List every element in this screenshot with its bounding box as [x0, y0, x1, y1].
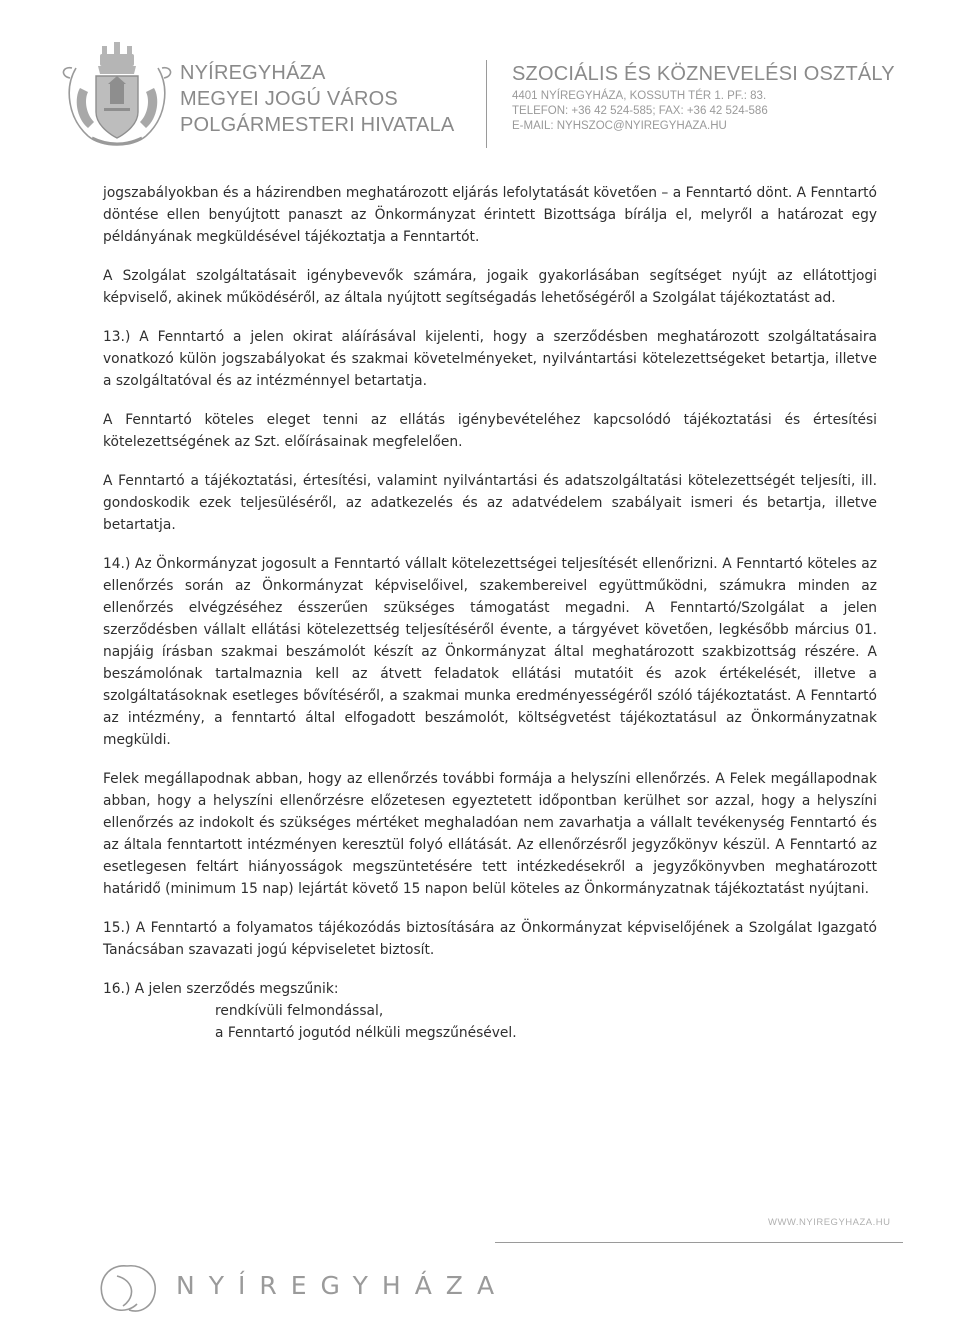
list-item: rendkívüli felmondással,: [215, 1003, 384, 1019]
paragraph-onsite-inspection: Felek megállapodnak abban, hogy az ellenőrzés további formája a helyszíni ellenőrzés. A Felek megállapodnak abban, hogy a helyszíni ellenőrzésre előzetesen egyeztetett időpontban kerülhet sor azzal, hogy a helyszíni ellenőrzés az indokolt és szükséges mértéket meghaladóan nem zavarhatja a vállalt tevékenység Fenntartó és az általa fenntartott intézményen keresztül folyó ellátását. Az ellenőrzésről jegyzőkönyv készül. A Fenntartó az esetlegesen feltárt hiányosságok megszüntetésére tett intézkedésekről a jegyzőkönyvben meghatározott határidő (minimum 15 nap) lejártát követő 15 napon belül köteles az Önkormányzatnak tájékoztatást nyújtani.: [103, 771, 877, 897]
footer-website: WWW.NYIREGYHAZA.HU: [768, 1217, 891, 1228]
document-body: [103, 182, 877, 1044]
paragraph-information-obligation: A Fenntartó köteles eleget tenni az ellátás igénybevételéhez kapcsolódó tájékoztatási és értesítési kötelezettségének az Szt. előírásainak megfelelően.: [103, 412, 877, 450]
department-name: SZOCIÁLIS ÉS KÖZNEVELÉSI OSZTÁLY: [512, 63, 895, 85]
email-address: E-MAIL: NYHSZOC@NYIREGYHAZA.HU: [512, 120, 727, 132]
phone-fax: TELEFON: +36 42 524-585; FAX: +36 42 524-586: [512, 105, 768, 117]
paragraph-representative: A Szolgálat szolgáltatásait igénybevevők számára, jogaik gyakorlásában segítséget nyújt az ellátottjogi képviselő, akinek működéséről, az általa nyújtott segítségadás lehetőségéről a Szolgálat tájékoztatást ad.: [103, 268, 877, 306]
org-line-city: NYÍREGYHÁZA: [180, 62, 326, 84]
organization-name: [180, 60, 454, 138]
postal-address: 4401 NYÍREGYHÁZA, KOSSUTH TÉR 1. PF.: 83.: [512, 90, 767, 102]
paragraph-14: 14.) Az Önkormányzat jogosult a Fenntartó vállalt kötelezettségei teljesítését ellenőrizni. A Fenntartó köteles az ellenőrzés során az Önkormányzat képviselőivel, szakembereivel együttműködni, számukra minden az ellenőrzés elvégzéséhez ésszerűen szükséges támogatást megadni. A Fenntartó/Szolgálat a jelen szerződésben vállalt ellátási kötelezettség teljesítéséről évente, a tárgyévet követően, legkésőbb március 01. napjáig írásban szakmai beszámolót készít az Önkormányzat által meghatározott szakbizottság részére. A beszámolónak tartalmaznia kell az átvett feladatok ellátási mutatóit és azok értékelését, illetve a szolgáltatásoknak esetleges bővítéséről, a szakmai munka eredményességéről szóló tájékoztatást. A Fenntartó az intézmény, a fenntartó által elfogadott beszámolót, költségvetést tájékoztatásul az Önkormányzatnak megküldi.: [103, 556, 877, 748]
paragraph-16: 16.) A jelen szerződés megszűnik:: [103, 981, 339, 997]
paragraph-15: 15.) A Fenntartó a folyamatos tájékozódás biztosítására az Önkormányzat képviselőjének a Szolgálat Igazgató Tanácsában szavazati jogú képviseletet biztosít.: [103, 920, 877, 958]
footer-divider: [495, 1242, 903, 1243]
department-block: [512, 62, 895, 134]
contact-info: [512, 89, 895, 134]
city-coat-of-arms-icon: [58, 38, 176, 154]
header-divider: [486, 60, 487, 148]
city-wordmark: NYÍREGYHÁZA: [176, 1271, 509, 1300]
org-line-office: POLGÁRMESTERI HIVATALA: [180, 114, 455, 136]
list-item: a Fenntartó jogutód nélküli megszűnésével.: [215, 1025, 517, 1041]
city-logo-icon: [93, 1258, 163, 1318]
paragraph-13: 13.) A Fenntartó a jelen okirat aláírásával kijelenti, hogy a szerződésben meghatározott szolgáltatásaira vonatkozó külön jogszabályokat és szakmai követelményeket, nyilvántartási kötelezettségeket betartja, illetve a szolgáltatóval és az intézménnyel betartatja.: [103, 329, 877, 389]
paragraph-complaint: jogszabályokban és a házirendben meghatározott eljárás lefolytatását követően – a Fenntartó dönt. A Fenntartó döntése ellen benyújtott panaszt az Önkormányzat érintett Bizottsága bírálja el, melyről a határozat egy példányának megküldésével tájékoztatja a Fenntartót.: [103, 185, 877, 245]
org-line-county: MEGYEI JOGÚ VÁROS: [180, 88, 398, 110]
paragraph-data-reporting: A Fenntartó a tájékoztatási, értesítési, valamint nyilvántartási és adatszolgáltatási kötelezettségét teljesíti, ill. gondoskodik ezek teljesüléséről, az adatkezelés és az adatvédelem szabályait ismeri és betartja, illetve betartatja.: [103, 473, 877, 533]
